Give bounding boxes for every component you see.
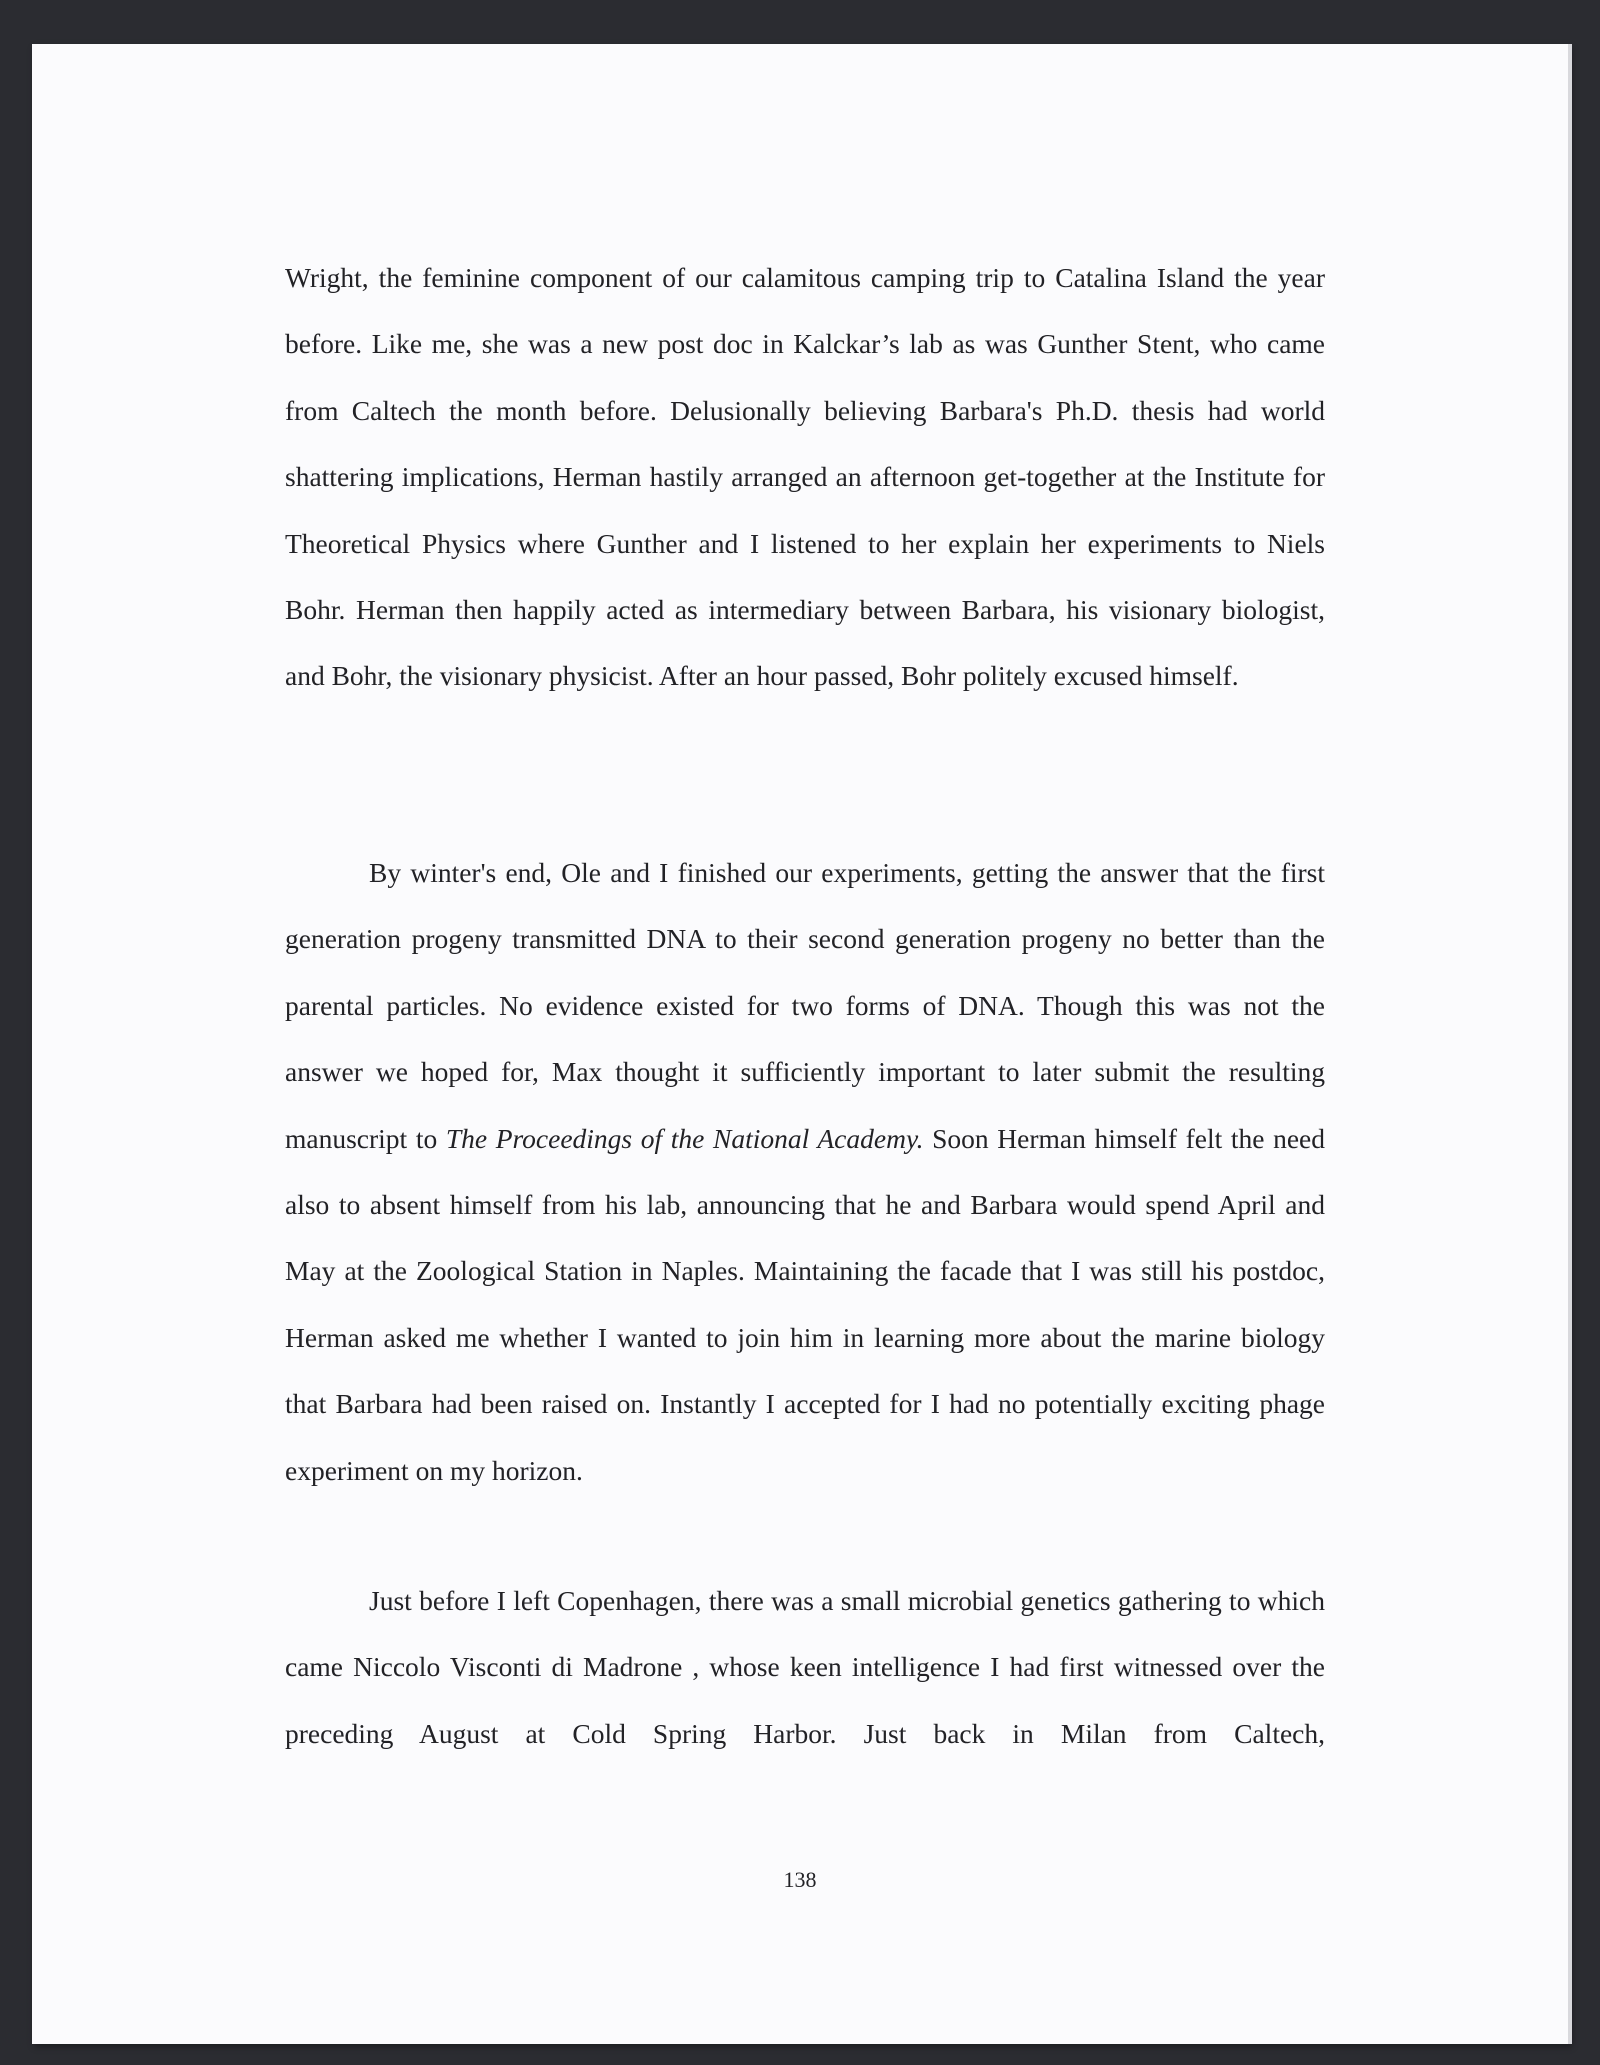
paragraph-2 (285, 840, 1325, 1504)
paper-edge (1568, 44, 1572, 2044)
paragraph-2-text-end: Soon Herman himself felt the need also to absent himself from his lab, announcing that he and Barbara would spend April and May at the Zoological Station in Naples. Maintaining the facade that I was still his postdoc, Herman asked me whether I wanted to join him in learning more about the marine biology that Barbara had been raised on. Instantly I accepted for I had no potentially exciting phage experiment on my horizon. (285, 1122, 1325, 1486)
journal-title-italic: The Proceedings of the National Academy. (445, 1122, 924, 1154)
paragraph-1-text: Wright, the feminine component of our calamitous camping trip to Catalina Island the year before. Like me, she was a new post doc in Kalckar’s lab as was Gunther Stent, who came from Caltech the month before. Delusionally believing Barbara's Ph.D. thesis had world shattering implications, Herman hastily arranged an afternoon get-together at the Institute for Theoretical Physics where Gunther and I listened to her explain her experiments to Niels Bohr. Herman then happily acted as intermediary between Barbara, his visionary biologist, and Bohr, the visionary physicist. After an hour passed, Bohr politely excused himself. (285, 262, 1325, 692)
page-number: 138 (783, 1867, 817, 1892)
paragraph-3 (285, 1568, 1325, 1767)
paragraph-2-text-start: By winter's end, Ole and I finished our experiments, getting the answer that the first generation progeny transmitted DNA to their second generation progeny no better than the parental particles. No evidence existed for two forms of DNA. Though this was not the answer we hoped for, Max thought it sufficiently important to later submit the resulting manuscript to (285, 857, 1325, 1154)
paragraph-1 (285, 245, 1325, 710)
paragraph-3-text: Just before I left Copenhagen, there was a small microbial genetics gathering to which came Niccolo Visconti di Madrone , whose keen intelligence I had first witnessed over the preceding August at Cold Spring Harbor. Just back in Milan from Caltech, (285, 1585, 1325, 1749)
